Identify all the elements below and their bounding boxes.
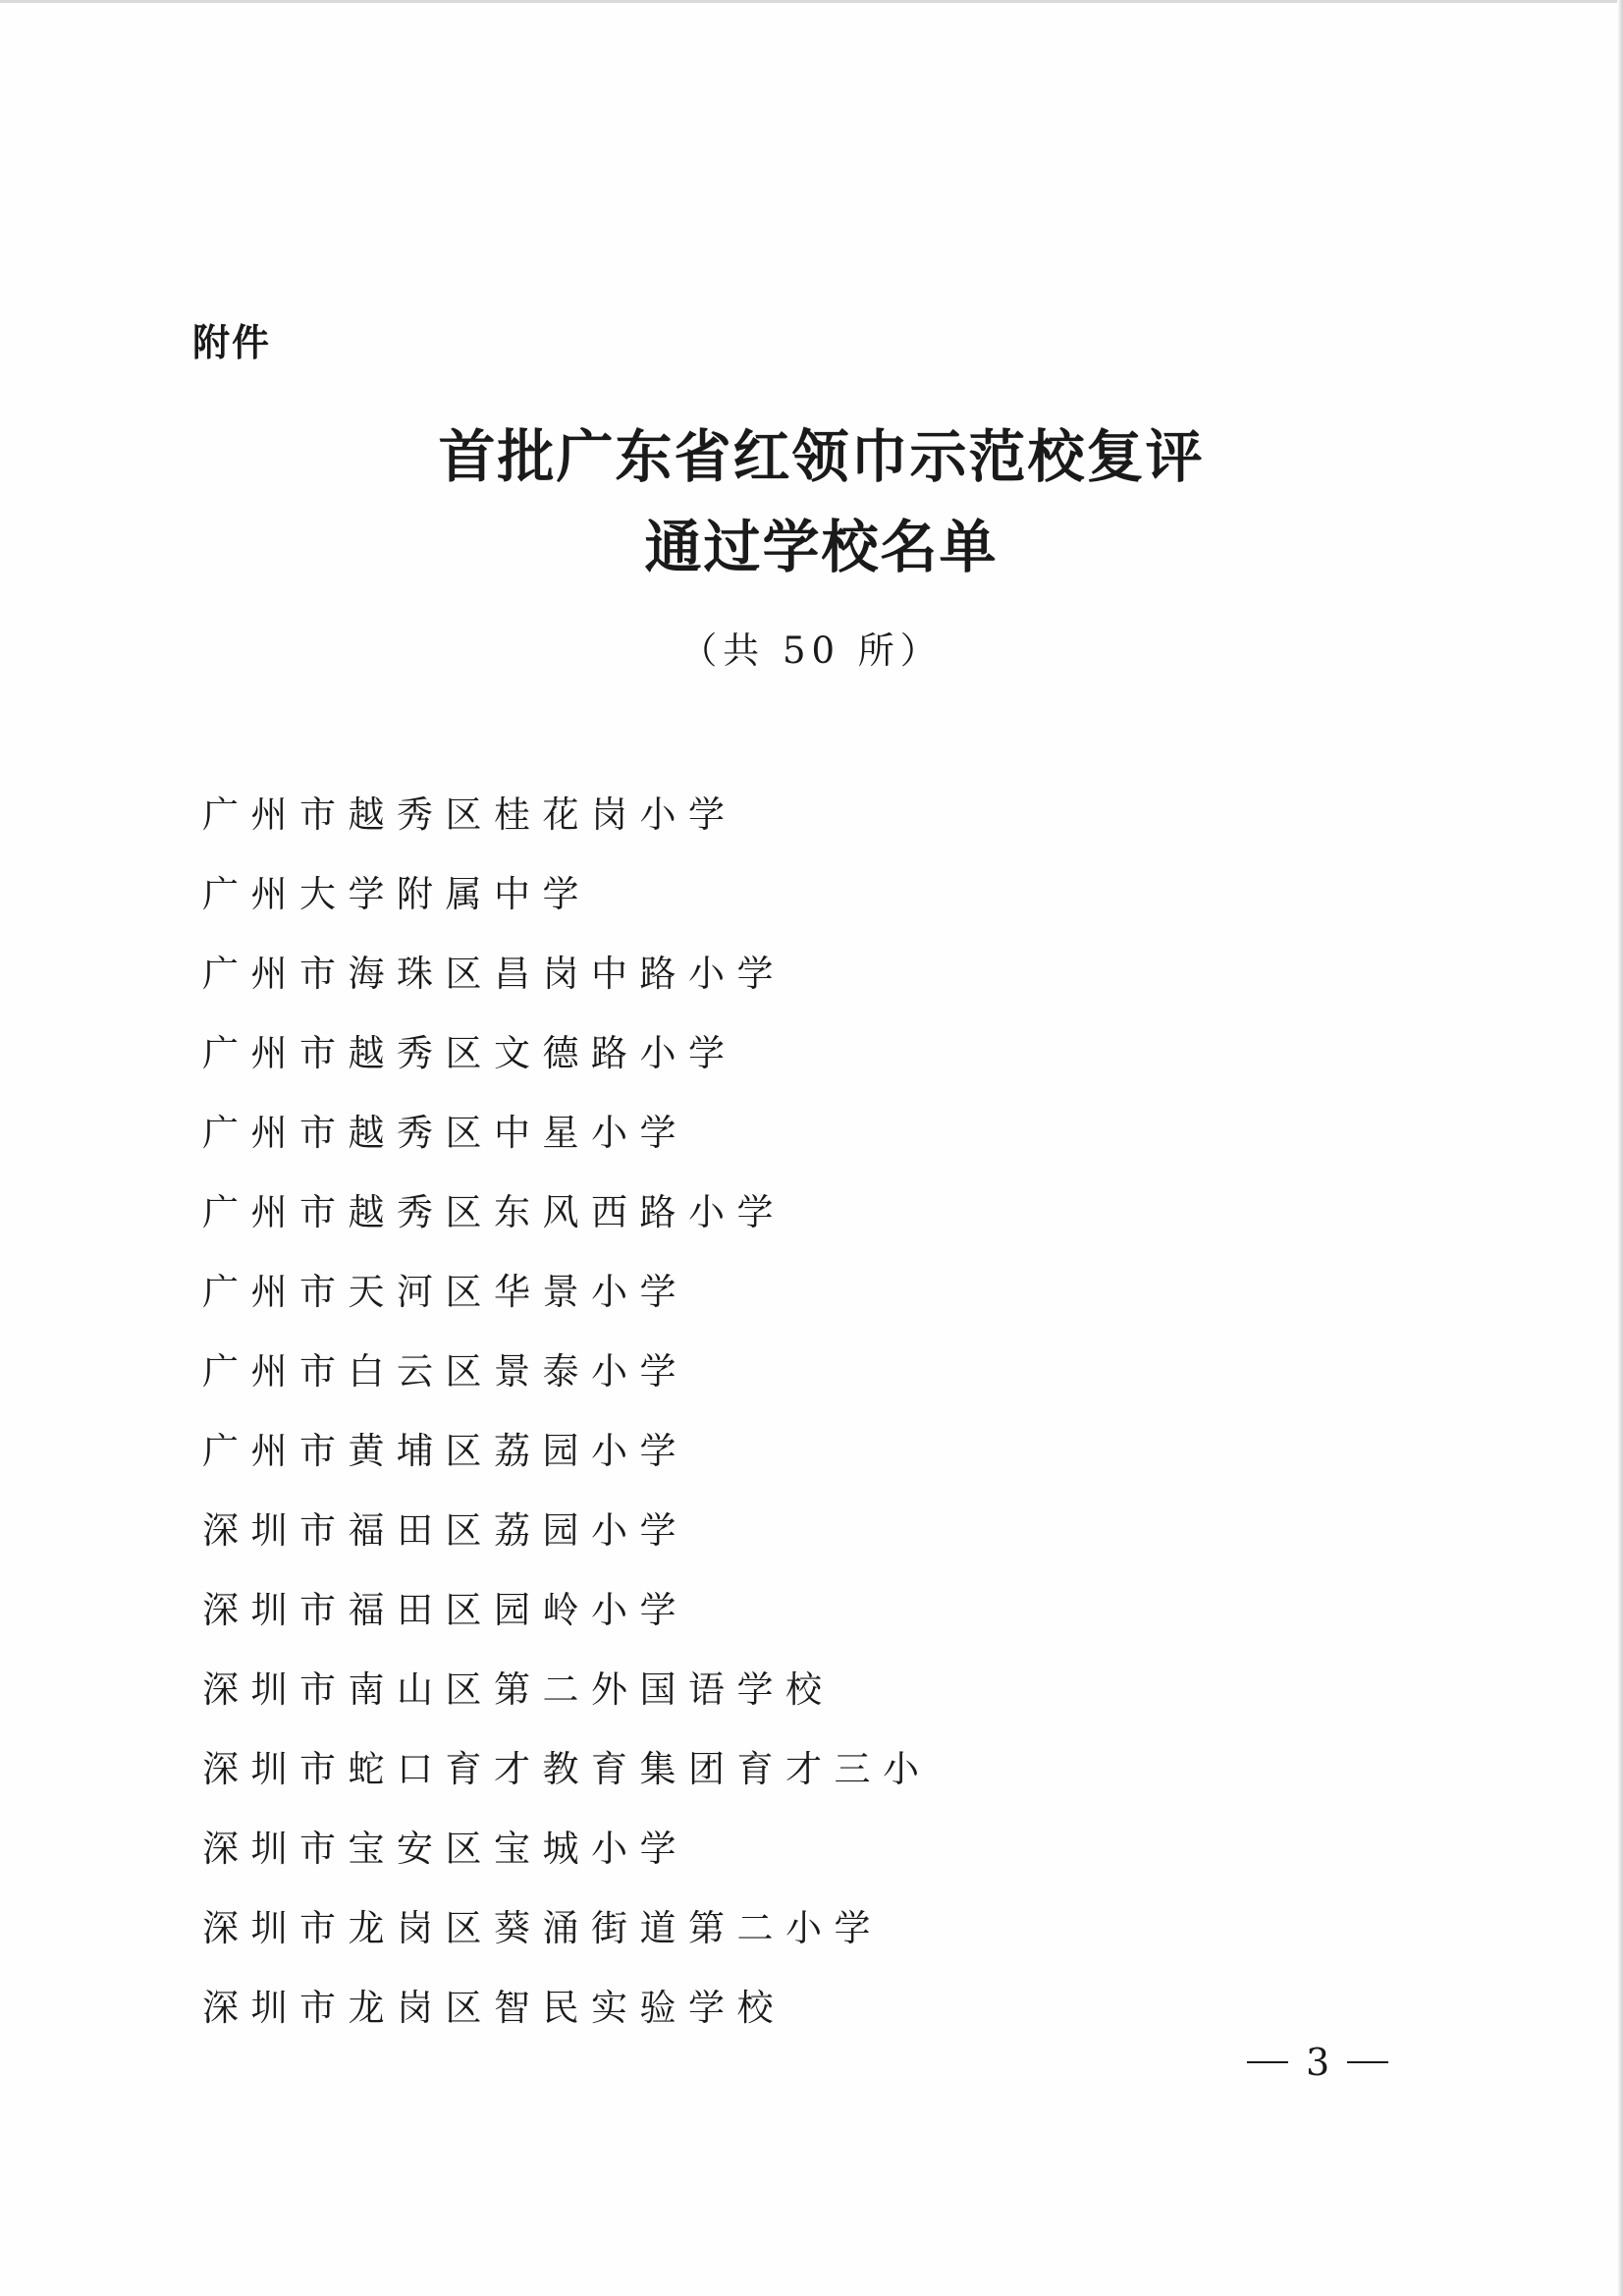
school-list-item: 深圳市福田区荔园小学	[202, 1509, 688, 1552]
school-list-item: 广州市越秀区中星小学	[202, 1112, 688, 1154]
page-number-right-dash	[1347, 2061, 1388, 2063]
school-list-item: 广州市越秀区东风西路小学	[202, 1191, 785, 1233]
school-list-item: 深圳市南山区第二外国语学校	[202, 1668, 835, 1711]
school-list-item: 深圳市宝安区宝城小学	[202, 1828, 688, 1870]
school-list-item: 深圳市蛇口育才教育集团育才三小	[202, 1748, 932, 1790]
page-number	[1247, 2041, 1388, 2084]
school-list-item: 深圳市龙岗区葵涌街道第二小学	[202, 1907, 883, 1949]
school-list-item: 广州市海珠区昌岗中路小学	[202, 953, 785, 995]
page-top-edge	[0, 0, 1623, 3]
school-list-item: 广州市黄埔区荔园小学	[202, 1430, 688, 1472]
document-title-line-2: 通过学校名单	[644, 514, 999, 580]
school-list-item: 深圳市龙岗区智民实验学校	[202, 1987, 785, 2029]
school-list-item: 广州大学附属中学	[202, 873, 591, 915]
school-list-item: 广州市天河区华景小学	[202, 1271, 688, 1313]
attachment-label: 附件	[192, 321, 272, 364]
school-list-item: 广州市越秀区文德路小学	[202, 1032, 737, 1074]
document-title-line-1: 首批广东省红领巾示范校复评	[438, 423, 1205, 490]
school-list	[202, 786, 932, 2058]
school-list-item: 广州市越秀区桂花岗小学	[202, 793, 737, 836]
page-number-value: 3	[1306, 2041, 1330, 2084]
page-right-edge	[1617, 0, 1623, 2296]
school-list-item: 广州市白云区景泰小学	[202, 1350, 688, 1393]
school-count-note: （共 50 所）	[680, 629, 943, 672]
school-list-item: 深圳市福田区园岭小学	[202, 1589, 688, 1631]
page-number-left-dash	[1247, 2061, 1288, 2063]
